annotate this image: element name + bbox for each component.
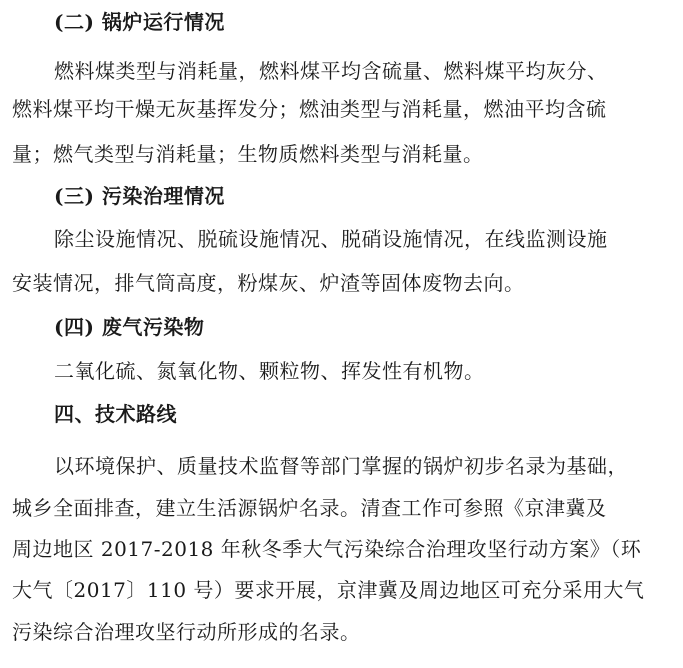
paragraph-line: 污染综合治理攻坚行动所形成的名录。 xyxy=(12,620,361,644)
paragraph-line: 除尘设施情况、脱硫设施情况、脱硝设施情况，在线监测设施 xyxy=(54,227,608,251)
section-heading-boiler-operation: (二) 锅炉运行情况 xyxy=(54,10,225,34)
section-heading-pollution-control: (三) 污染治理情况 xyxy=(54,184,225,208)
paragraph-line: 燃料煤平均干燥无灰基挥发分；燃油类型与消耗量，燃油平均含硫 xyxy=(12,97,607,121)
paragraph-line: 二氧化硫、氮氧化物、颗粒物、挥发性有机物。 xyxy=(54,359,485,383)
paragraph-line: 燃料煤类型与消耗量，燃料煤平均含硫量、燃料煤平均灰分、 xyxy=(54,59,608,83)
paragraph-line: 大气〔2017〕110 号）要求开展，京津冀及周边地区可充分采用大气 xyxy=(12,578,645,602)
paragraph-line: 城乡全面排查，建立生活源锅炉名录。清查工作可参照《京津冀及 xyxy=(12,496,607,520)
paragraph-line: 量；燃气类型与消耗量；生物质燃料类型与消耗量。 xyxy=(12,142,484,166)
paragraph-line: 周边地区 2017-2018 年秋冬季大气污染综合治理攻坚行动方案》（环 xyxy=(12,537,642,561)
paragraph-line: 安装情况，排气筒高度，粉煤灰、炉渣等固体废物去向。 xyxy=(12,271,525,295)
section-heading-exhaust-pollutants: (四) 废气污染物 xyxy=(54,315,205,339)
paragraph-line: 以环境保护、质量技术监督等部门掌握的锅炉初步名录为基础， xyxy=(54,454,628,478)
section-heading-technical-route: 四、技术路线 xyxy=(54,402,177,426)
